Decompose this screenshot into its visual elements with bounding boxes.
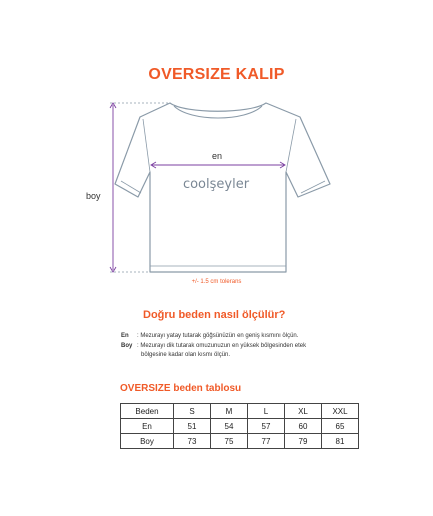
- brand-watermark: coolşeyler: [182, 177, 250, 192]
- en-label: en: [211, 151, 223, 161]
- table-title: OVERSIZE beden tablosu: [120, 383, 242, 394]
- table-header-cell: S: [174, 404, 211, 419]
- table-header-cell: L: [248, 404, 285, 419]
- table-header-row: [121, 404, 359, 419]
- table-cell: 73: [174, 434, 211, 449]
- sleeve-seam-left: [143, 119, 150, 172]
- table-cell: 79: [285, 434, 322, 449]
- tolerance-note: +/- 1.5 cm tolerans: [191, 279, 242, 285]
- table-cell: Boy: [121, 434, 174, 449]
- table-row-en: [121, 419, 359, 434]
- table-cell: 81: [322, 434, 359, 449]
- table-cell: En: [121, 419, 174, 434]
- boy-definition-text-1: : Mezurayı dik tutarak omuzunuzun en yüksek bölgesinden etek: [137, 343, 307, 349]
- table-cell: 75: [211, 434, 248, 449]
- boy-label: boy: [86, 191, 101, 201]
- measure-title: Doğru beden nasıl ölçülür?: [143, 309, 286, 321]
- table-header-cell: XXL: [322, 404, 359, 419]
- page-title: OVERSIZE KALIP: [148, 66, 285, 83]
- table-cell: 60: [285, 419, 322, 434]
- sleeve-seam-right: [286, 119, 296, 172]
- boy-definition-key: Boy: [121, 343, 133, 349]
- sleeve-hem-left: [121, 181, 141, 193]
- boy-definition-text-2: bölgesine kadar olan kısmı ölçün.: [141, 352, 231, 358]
- table-header-cell: XL: [285, 404, 322, 419]
- en-definition-key: En: [121, 333, 129, 339]
- table-row-boy: [121, 434, 359, 449]
- size-table: [120, 403, 359, 449]
- table-cell: 54: [211, 419, 248, 434]
- table-cell: 65: [322, 419, 359, 434]
- table-cell: 57: [248, 419, 285, 434]
- en-definition-text: : Mezurayı yatay tutarak göğsünüzün en geniş kısmını ölçün.: [137, 333, 299, 339]
- tshirt-collar: [174, 106, 262, 118]
- table-header-cell: Beden: [121, 404, 174, 419]
- table-cell: 51: [174, 419, 211, 434]
- table-header-cell: M: [211, 404, 248, 419]
- table-cell: 77: [248, 434, 285, 449]
